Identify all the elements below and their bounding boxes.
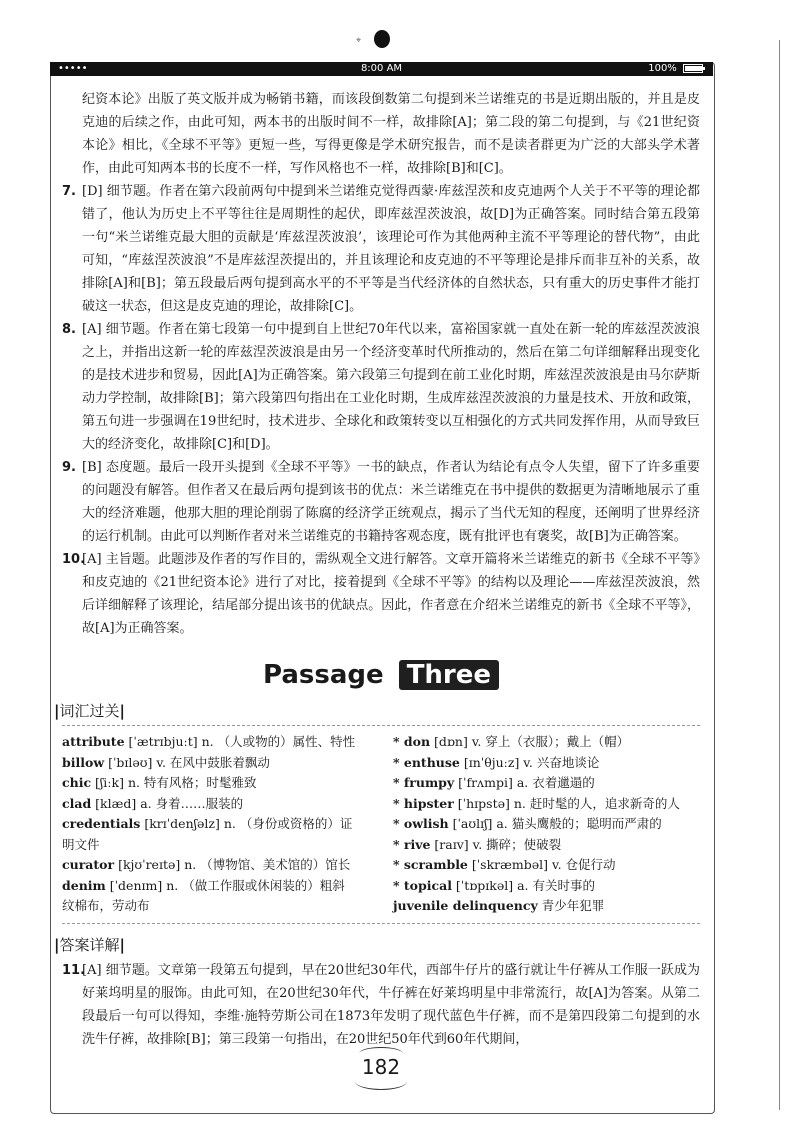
signal-indicator: •••••	[58, 63, 88, 74]
vocab-heading-text: 词汇过关	[59, 702, 120, 720]
vocab-word: billow	[62, 754, 105, 770]
status-time: 8:00 AM	[360, 63, 403, 74]
vocab-word: clad	[62, 795, 92, 811]
vocab-column-right	[379, 732, 700, 917]
vocab-word: * scramble	[393, 857, 468, 872]
vocab-definition: [ˈtɒpɪkəl] a. 有关时事的	[451, 877, 595, 893]
vocab-definition: [ʃiːk] n. 特有风格；时髦雅致	[91, 775, 257, 790]
answers-heading-text: 答案详解	[59, 935, 120, 954]
page-edge-rule	[779, 40, 780, 1110]
vocab-definition: [ˈdenɪm] n. （做工作服或休闲装的）粗斜	[105, 877, 345, 893]
vocab-word: curator	[62, 857, 115, 872]
battery-indicator	[648, 63, 703, 74]
vocab-word: attribute	[62, 734, 125, 749]
answer-number: 11.	[62, 962, 86, 978]
vocab-entry	[62, 773, 369, 794]
vocab-definition: [ˈbɪləʊ] v. 在风中鼓胀着飘动	[104, 754, 270, 770]
vocab-definition: [ˈskræmbəl] v. 仓促行动	[467, 857, 616, 872]
answer-text: [D] 细节题。作者在第六段前两句中提到米兰诺维克觉得西蒙·库兹涅茨和皮克迪两个人关于不平等的理论都错了，他认为历史上不平等往往是周期性的起伏，即库兹涅茨波浪，故[D]为正确答案。同时结合第五段第一句“米兰诺维克最大胆的贡献是‘库兹涅茨波浪’，该理论可作为其他两种主流不平等理论的替代物”，由此可知，“库兹涅茨波浪”不是库兹涅茨提出的，并且该理论和皮克迪的不平等理论是排斥而非互补的关系，故排除[A]和[B]；第五段最后两句提到高水平的不平等是当代经济体的自然状态，只有重大的历史事件才能打破这一状态，但这是皮克迪的理论，故排除[C]。	[82, 184, 700, 314]
answer-text: [B] 态度题。最后一段开头提到《全球不平等》一书的缺点，作者认为结论有点令人失望，留下了许多重要的问题没有解答。但作者又在最后两句提到该书的优点：米兰诺维克在书中提供的数据更为清晰地展示了重大的经济难题，他那大胆的理论削弱了陈腐的经济学正统观点，揭示了当代无知的程度，还阐明了世界经济的运行机制。由此可以判断作者对米兰诺维克的书籍持客观态度，既有批评也有褒奖，故[B]为正确答案。	[82, 460, 700, 544]
answer-item	[62, 548, 700, 640]
vocab-entry	[393, 876, 700, 897]
answers-list-top	[62, 180, 700, 640]
vocab-entry	[62, 753, 369, 774]
vocab-word: * owlish	[393, 816, 449, 831]
vocab-entry	[62, 855, 369, 876]
vocab-entry	[393, 814, 700, 835]
answer-item	[62, 180, 700, 318]
answer-number: 9.	[62, 460, 76, 475]
vocab-word: denim	[62, 877, 106, 893]
vocab-definition-continued: 明文件	[62, 836, 100, 852]
vocab-definition: [krɪˈdenʃəlz] n. （身份或资格的）证	[140, 816, 353, 831]
vocab-heading: |词汇过关|	[54, 702, 125, 720]
vocab-definition: [ˈaʊlɪʃ] a. 猫头鹰般的；聪明而严肃的	[448, 816, 662, 831]
vocab-entry	[62, 794, 369, 815]
vocab-word: * hipster	[393, 795, 454, 811]
page-number	[345, 1055, 417, 1079]
intro-paragraph: 纪资本论》出版了英文版并成为畅销书籍，而该段倒数第二句提到米兰诺维克的书是近期出版的，并且是皮克迪的后续之作，由此可知，两本书的出版时间不一样，故排除[A]；第二段的第二句提到，与《21世纪资本论》相比，《全球不平等》更短一些，写得更像是学术研究报告，而不是读者群更为广泛的大部头学术著作，由此可知两本书的长度不一样，写作风格也不一样，故排除[B]和[C]。	[82, 92, 700, 176]
vocab-word: credentials	[62, 816, 141, 831]
vocab-entry	[393, 896, 700, 917]
vocab-word: * topical	[393, 877, 452, 893]
vocab-entry	[393, 794, 700, 815]
answer-number: 10.	[62, 552, 86, 567]
answer-item	[62, 456, 700, 548]
vocab-word: * frumpy	[393, 775, 455, 790]
vocab-definition: [ɪnˈθjuːz] v. 兴奋地谈论	[459, 754, 600, 770]
vocab-definition: [ˈætrɪbjuːt] n. （人或物的）属性、特性	[124, 734, 356, 749]
vocab-entry	[393, 855, 700, 876]
vocab-definition: [ˈfrʌmpi] a. 衣着邋遢的	[454, 775, 595, 790]
answer-text: [A] 主旨题。此题涉及作者的写作目的，需纵观全文进行解答。文章开篇将米兰诺维克的新书《全球不平等》和皮克迪的《21世纪资本论》进行了对比，接着提到《全球不平等》的结构以及理论——库兹涅茨波浪，然后详细解释了该理论，结尾部分提出该书的优缺点。因此，作者意在介绍米兰诺维克的新书《全球不平等》，故[A]为正确答案。	[82, 552, 700, 636]
vocab-definition: [kjʊˈreɪtə] n. （博物馆、美术馆的）馆长	[114, 857, 351, 872]
vocab-entry	[393, 835, 700, 856]
camera-dot	[374, 30, 390, 48]
decor-mark: ⌖	[356, 36, 362, 46]
battery-icon	[683, 64, 703, 73]
page-content	[54, 88, 700, 1051]
vocab-entry	[393, 732, 700, 753]
vocab-definition: [dɒn] v. 穿上（衣服）；戴上（帽）	[430, 734, 630, 749]
vocab-word: * don	[393, 734, 431, 749]
vocab-box	[62, 725, 700, 924]
vocab-word: juvenile delinquency	[393, 898, 538, 913]
vocab-entry	[62, 876, 369, 897]
vocab-entry	[62, 732, 369, 753]
passage-title	[62, 658, 700, 692]
answer-text: [A] 细节题。文章第一段第五句提到，早在20世纪30年代，西部牛仔片的盛行就让牛仔裤从工作服一跃成为好莱坞明星的服饰。由此可知，在20世纪30年代，牛仔裤在好莱坞明星中非常流行，故[A]为答案。从第二段最后一句可以得知，李维·施特劳斯公司在1873年发明了现代蓝色牛仔裤，而不是第四段第二句提到的水洗牛仔裤，故排除[B]；第三段第一句指出，在20世纪50年代到60年代期间，	[82, 962, 700, 1047]
answers-heading: |答案详解|	[54, 935, 125, 954]
vocab-definition: [ˈhɪpstə] n. 赶时髦的人，追求新奇的人	[453, 795, 680, 811]
vocab-entry	[393, 753, 700, 774]
battery-text: 100%	[648, 63, 677, 74]
vocab-definition: [raɪv] v. 撕碎；使破裂	[430, 836, 562, 852]
vocab-definition: 青少年犯罪	[537, 898, 605, 913]
vocab-word: * rive	[393, 836, 431, 852]
passage-title-word2: Three	[399, 660, 499, 690]
answer-item	[62, 959, 700, 1051]
vocab-word: chic	[62, 775, 92, 790]
vocab-entry	[393, 773, 700, 794]
answers-list-bottom	[62, 959, 700, 1051]
answer-text: [A] 细节题。作者在第七段第一句中提到自上世纪70年代以来，富裕国家就一直处在新一轮的库兹涅茨波浪之上，并指出这新一轮的库兹涅茨波浪是由另一个经济变革时代所推动的，然后在第二句详细解释出现变化的是技术进步和贸易，因此[A]为正确答案。第六段第三句提到在前工业化时期，库兹涅茨波浪是由马尔萨斯动力学控制，故排除[B]；第六段第四句指出在工业化时期，生成库兹涅茨波浪的力量是技术、开放和政策，第五句进一步强调在19世纪时，技术进步、全球化和政策转变以互相强化的方式共同发挥作用，从而导致巨大的经济变化，故排除[C]和[D]。	[82, 322, 700, 452]
answer-number: 8.	[62, 322, 76, 337]
vocab-definition: [klæd] a. 身着……服装的	[91, 795, 244, 811]
vocab-column-left	[62, 732, 379, 917]
answer-number: 7.	[62, 184, 76, 199]
answer-item	[62, 318, 700, 456]
page-number-text: 182	[361, 1055, 401, 1079]
vocab-word: * enthuse	[393, 754, 460, 770]
status-bar	[50, 62, 713, 76]
vocab-entry	[62, 814, 369, 835]
passage-title-word1: Passage	[262, 660, 384, 690]
vocab-definition-continued: 纹棉布，劳动布	[62, 898, 150, 913]
battery-fill	[685, 66, 703, 71]
